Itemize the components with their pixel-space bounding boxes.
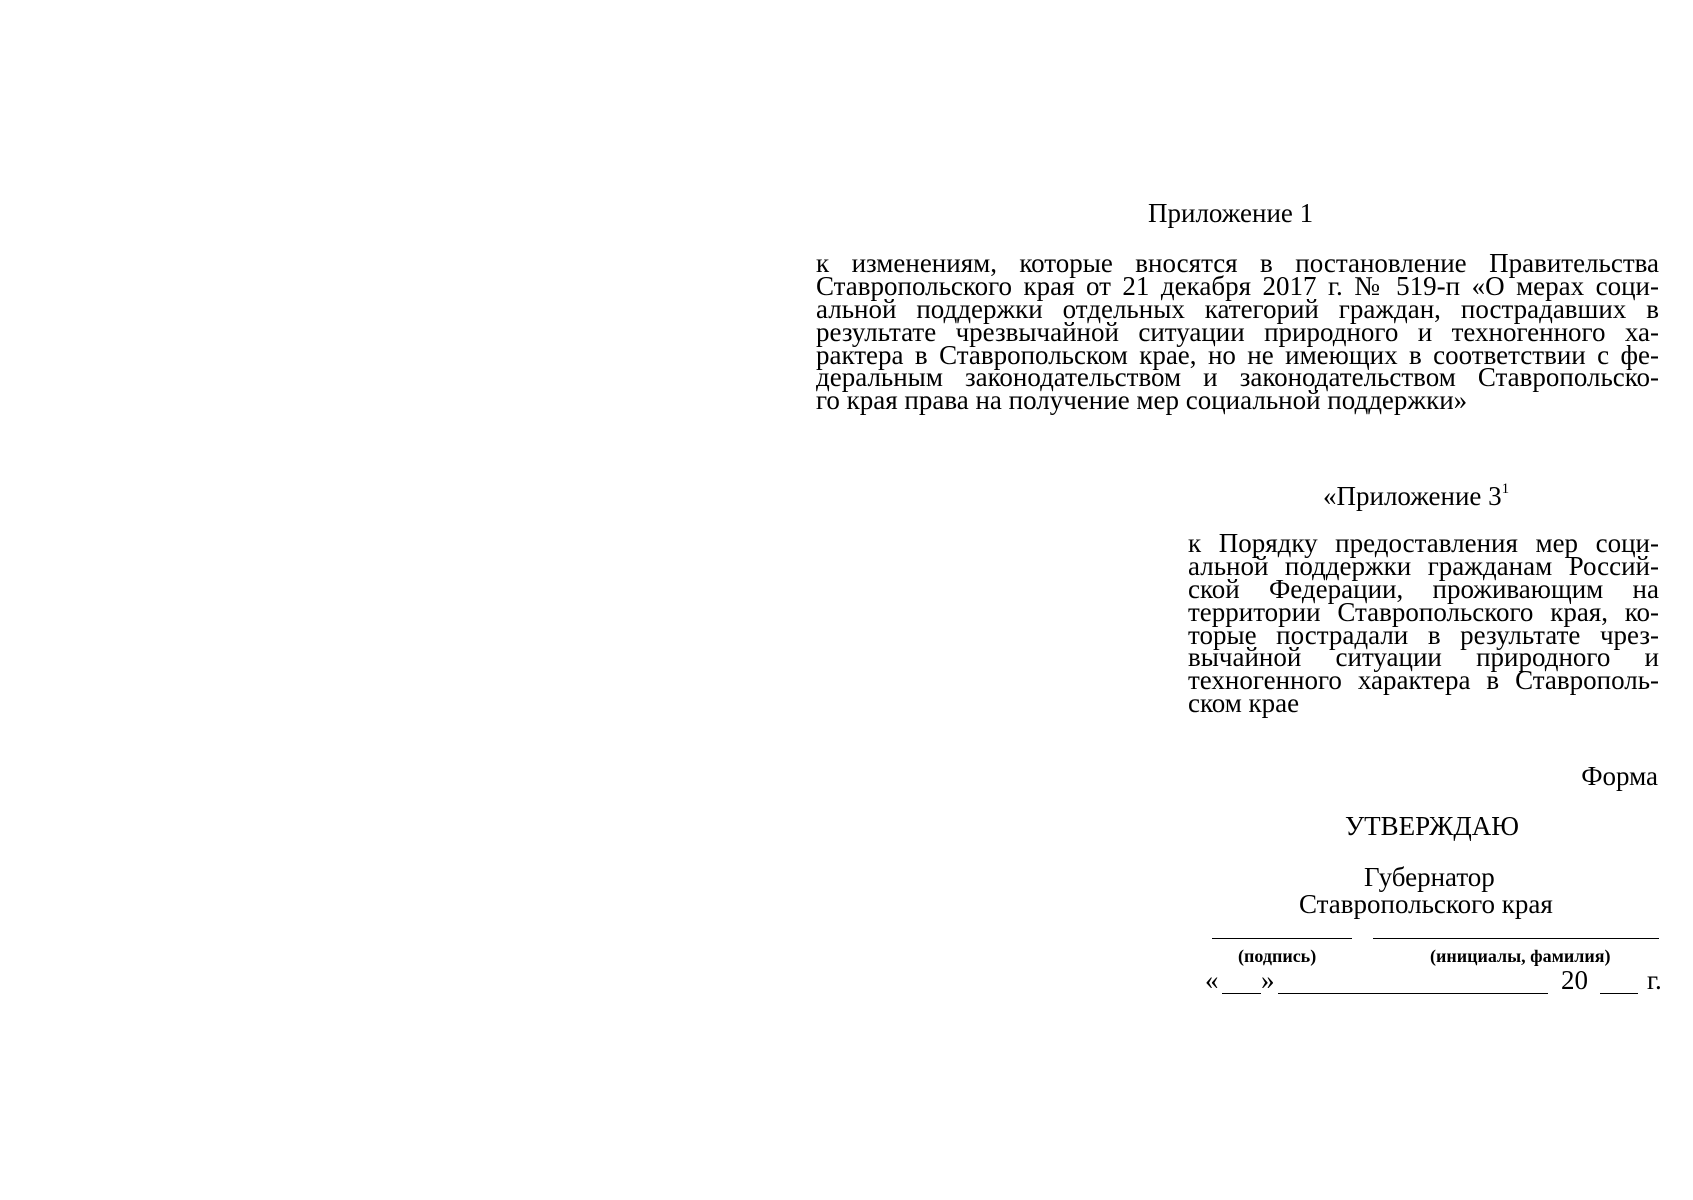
governor-position-line1: Губернатор bbox=[1364, 862, 1495, 892]
appendix3-line: к Порядку предоставления мер соци- bbox=[1188, 528, 1659, 558]
year-prefix: 20 bbox=[1561, 965, 1588, 995]
name-field-line bbox=[1373, 938, 1659, 939]
appendix3-line: техногенного характера в Ставрополь- bbox=[1188, 665, 1659, 696]
appendix1-line: к изменениям, которые вносятся в постановление Правительства bbox=[816, 248, 1659, 278]
day-blank-line bbox=[1222, 993, 1261, 994]
date-open-quote: « bbox=[1205, 965, 1219, 995]
year-blank-line bbox=[1600, 993, 1638, 994]
appendix1-line: результате чрезвычайной ситуации природного и техногенного ха- bbox=[816, 316, 1659, 347]
signature-caption: (подпись) bbox=[1238, 946, 1317, 966]
signature-field-line bbox=[1212, 938, 1352, 939]
governor-position-line2: Ставропольского края bbox=[1299, 889, 1553, 919]
appendix1-line: рактера в Ставропольском крае, но не имеющих в соответствии с фе- bbox=[816, 339, 1659, 370]
appendix1-description bbox=[816, 248, 1659, 416]
appendix3-line: ской Федерации, проживающим на bbox=[1188, 573, 1659, 604]
appendix1-line: деральным законодательством и законодательством Ставропольско- bbox=[816, 362, 1659, 393]
appendix3-title bbox=[1323, 480, 1509, 512]
month-blank-line bbox=[1278, 993, 1548, 994]
appendix3-line: ском крае bbox=[1188, 688, 1300, 719]
appendix3-line: альной поддержки гражданам Россий- bbox=[1188, 550, 1659, 581]
appendix1-title: Приложение 1 bbox=[1148, 198, 1314, 228]
name-caption: (инициалы, фамилия) bbox=[1430, 946, 1611, 966]
appendix3-line: вычайной ситуации природного и bbox=[1188, 642, 1659, 673]
appendix3-line: территории Ставропольского края, ко- bbox=[1188, 596, 1659, 627]
approval-heading: УТВЕРЖДАЮ bbox=[1345, 811, 1520, 841]
year-suffix: г. bbox=[1647, 965, 1662, 995]
appendix1-line: Ставропольского края от 21 декабря 2017 г. № 519-п «О мерах соци- bbox=[816, 270, 1659, 301]
appendix3-superscript: 1 bbox=[1501, 481, 1510, 497]
form-label: Форма bbox=[1581, 761, 1658, 791]
appendix3-title-text: «Приложение 3 bbox=[1323, 481, 1502, 511]
date-field bbox=[1205, 964, 1661, 996]
appendix1-line: го края права на получение мер социальной поддержки» bbox=[816, 385, 1468, 416]
appendix3-description bbox=[1188, 528, 1659, 719]
date-close-quote: » bbox=[1261, 965, 1275, 995]
appendix3-line: торые пострадали в результате чрез- bbox=[1188, 619, 1659, 650]
appendix1-line: альной поддержки отдельных категорий граждан, пострадавших в bbox=[816, 293, 1659, 324]
